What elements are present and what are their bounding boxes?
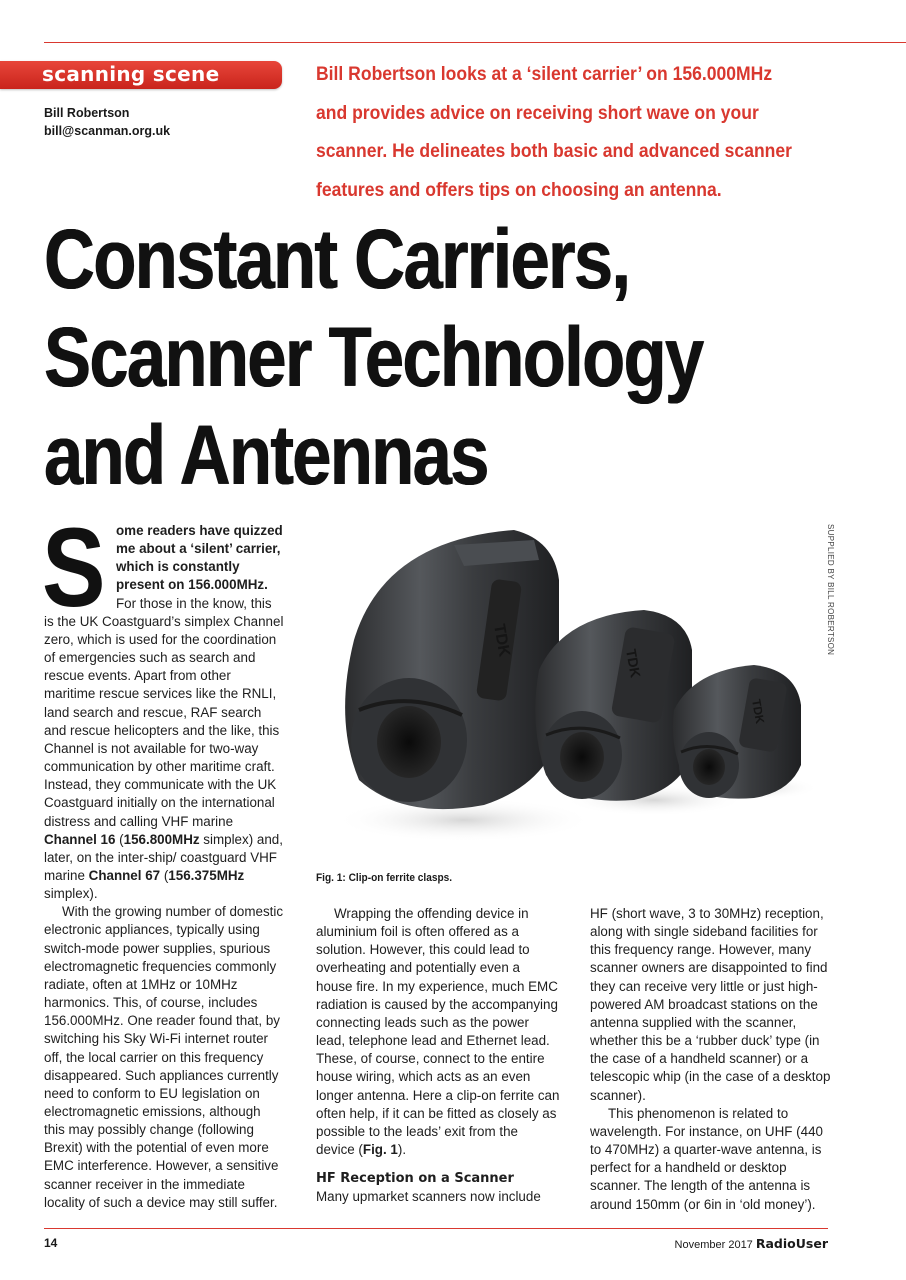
byline xyxy=(44,104,170,140)
intro-text-d: ( xyxy=(160,867,169,883)
paragraph-foil xyxy=(316,905,560,1159)
ferrite-clasps-photo xyxy=(314,520,834,865)
author-email: bill@scanman.org.uk xyxy=(44,124,171,138)
headline xyxy=(44,210,800,504)
footer-issue xyxy=(675,1236,828,1251)
top-rule xyxy=(44,42,906,43)
paragraph-hf-continued: HF (short wave, 3 to 30MHz) reception, along with single sideband facilities for this frequency range. However, many scanner owners are disappointed to find they can receive very little or just high-powered AM broadcast stations on the antenna supplied with the scanner, whether this be a ‘rubber duck’ type (in the case of a handheld scanner) or a telescopic whip (in the case of a desktop scanner). xyxy=(590,906,831,1103)
section-tab-label: scanning scene xyxy=(42,62,220,86)
channel-67: Channel 67 xyxy=(88,867,161,883)
intro-text-c: simplex) and, later, on the inter-ship/ coastguard VHF marine xyxy=(44,831,283,883)
headline-line-3: and Antennas xyxy=(44,408,488,502)
figure-ref: Fig. 1 xyxy=(362,1142,398,1158)
intro-text-e: simplex). xyxy=(44,886,98,902)
paragraph-appliances: With the growing number of domestic electronic appliances, typically using switch-mode power supplies, spurious electromagnetic frequencies commonly radiate, often at 1MHz or 10MHz harmonics. This, of course, includes 156.000MHz. One reader found that, by switching his Sky Wi-Fi internet router off, the local carrier on this frequency disappeared. Such appliances currently need to conform to EU legislation on electromagnetic emissions, although this may possibly change (following Brexit) with the potential of even more EMC interference. However, a sensitive scanner receiver in the immediate locality of such a device may still suffer. xyxy=(44,904,284,1210)
clasp-brand-small: TDK xyxy=(749,698,768,725)
magazine-name: RadioUser xyxy=(755,1236,828,1251)
bottom-rule xyxy=(44,1228,828,1229)
channel-16: Channel 16 xyxy=(44,831,116,847)
frequency-67: 156.375MHz xyxy=(168,867,245,883)
author-name: Bill Robertson xyxy=(44,106,130,120)
figure-caption: Fig. 1: Clip-on ferrite clasps. xyxy=(316,872,453,884)
headline-line-2: Scanner Technology xyxy=(44,310,703,404)
clasp-brand-large: TDK xyxy=(490,622,513,659)
drop-cap: S xyxy=(42,505,106,630)
clasp-brand-medium: TDK xyxy=(623,647,644,679)
intro-lead: ome readers have quizzed me about a ‘silent’ carrier, which is constantly present on 156.000MHz. xyxy=(116,523,283,593)
column-1 xyxy=(42,505,284,1212)
intro-paragraph xyxy=(42,505,284,903)
intro-text-b: ( xyxy=(115,831,124,847)
paragraph-wavelength: This phenomenon is related to wavelength. For instance, on UHF (440 to 470MHz) a quarter-wave antenna, is perfect for a handheld or desktop scanner. The length of the antenna is around 150mm (or 6in in ‘old money’). xyxy=(590,1105,823,1212)
page-number: 14 xyxy=(44,1236,58,1250)
foil-text: Wrapping the offending device in aluminium foil is often offered as a solution. However, this could lead to overheating and potentially even a house fire. In my experience, much EMC radiation is caused by the accompanying connecting leads such as the power lead, telephone lead and Ethernet lead. These, of course, connect to the entire house wiring, which acts as an even longer antenna. Here a clip-on ferrite can often help, if it can be fitted as closely as possible to the leads’ exit from the device ( xyxy=(316,906,560,1158)
photo-credit: SUPPLIED BY BILL ROBERTSON xyxy=(826,524,835,656)
paragraph-hf-start: Many upmarket scanners now include xyxy=(316,1189,541,1205)
intro-text: For those in the know, this is the UK Coastguard’s simplex Channel zero, which is used for the coordination of emergencies such as search and rescue events. Apart from other maritime rescue services like the RNLI, land search and rescue, RAF search and rescue helicopters and the like, this Channel is not available for two-way communication by other maritime craft. Instead, they communicate with the UK Coastguard initially on the international distress and calling VHF marine xyxy=(44,595,284,829)
column-3 xyxy=(590,905,834,1214)
headline-line-1: Constant Carriers, xyxy=(44,212,630,306)
issue-date: November 2017 xyxy=(674,1239,753,1251)
ferrite-clasp-large xyxy=(345,530,559,809)
foil-text-end: ). xyxy=(397,1142,407,1158)
ferrite-clasp-small xyxy=(673,665,801,799)
column-2 xyxy=(316,905,560,1206)
subhead-hf-reception: HF Reception on a Scanner xyxy=(316,1171,514,1187)
standfirst: Bill Robertson looks at a ‘silent carrier’ on 156.000MHz and provides advice on receiving short wave on your scanner. He delineates both basic and advanced scanner features and offers tips on choosing an antenna. xyxy=(316,63,792,201)
section-tab xyxy=(0,61,282,89)
frequency-16: 156.800MHz xyxy=(123,831,200,847)
